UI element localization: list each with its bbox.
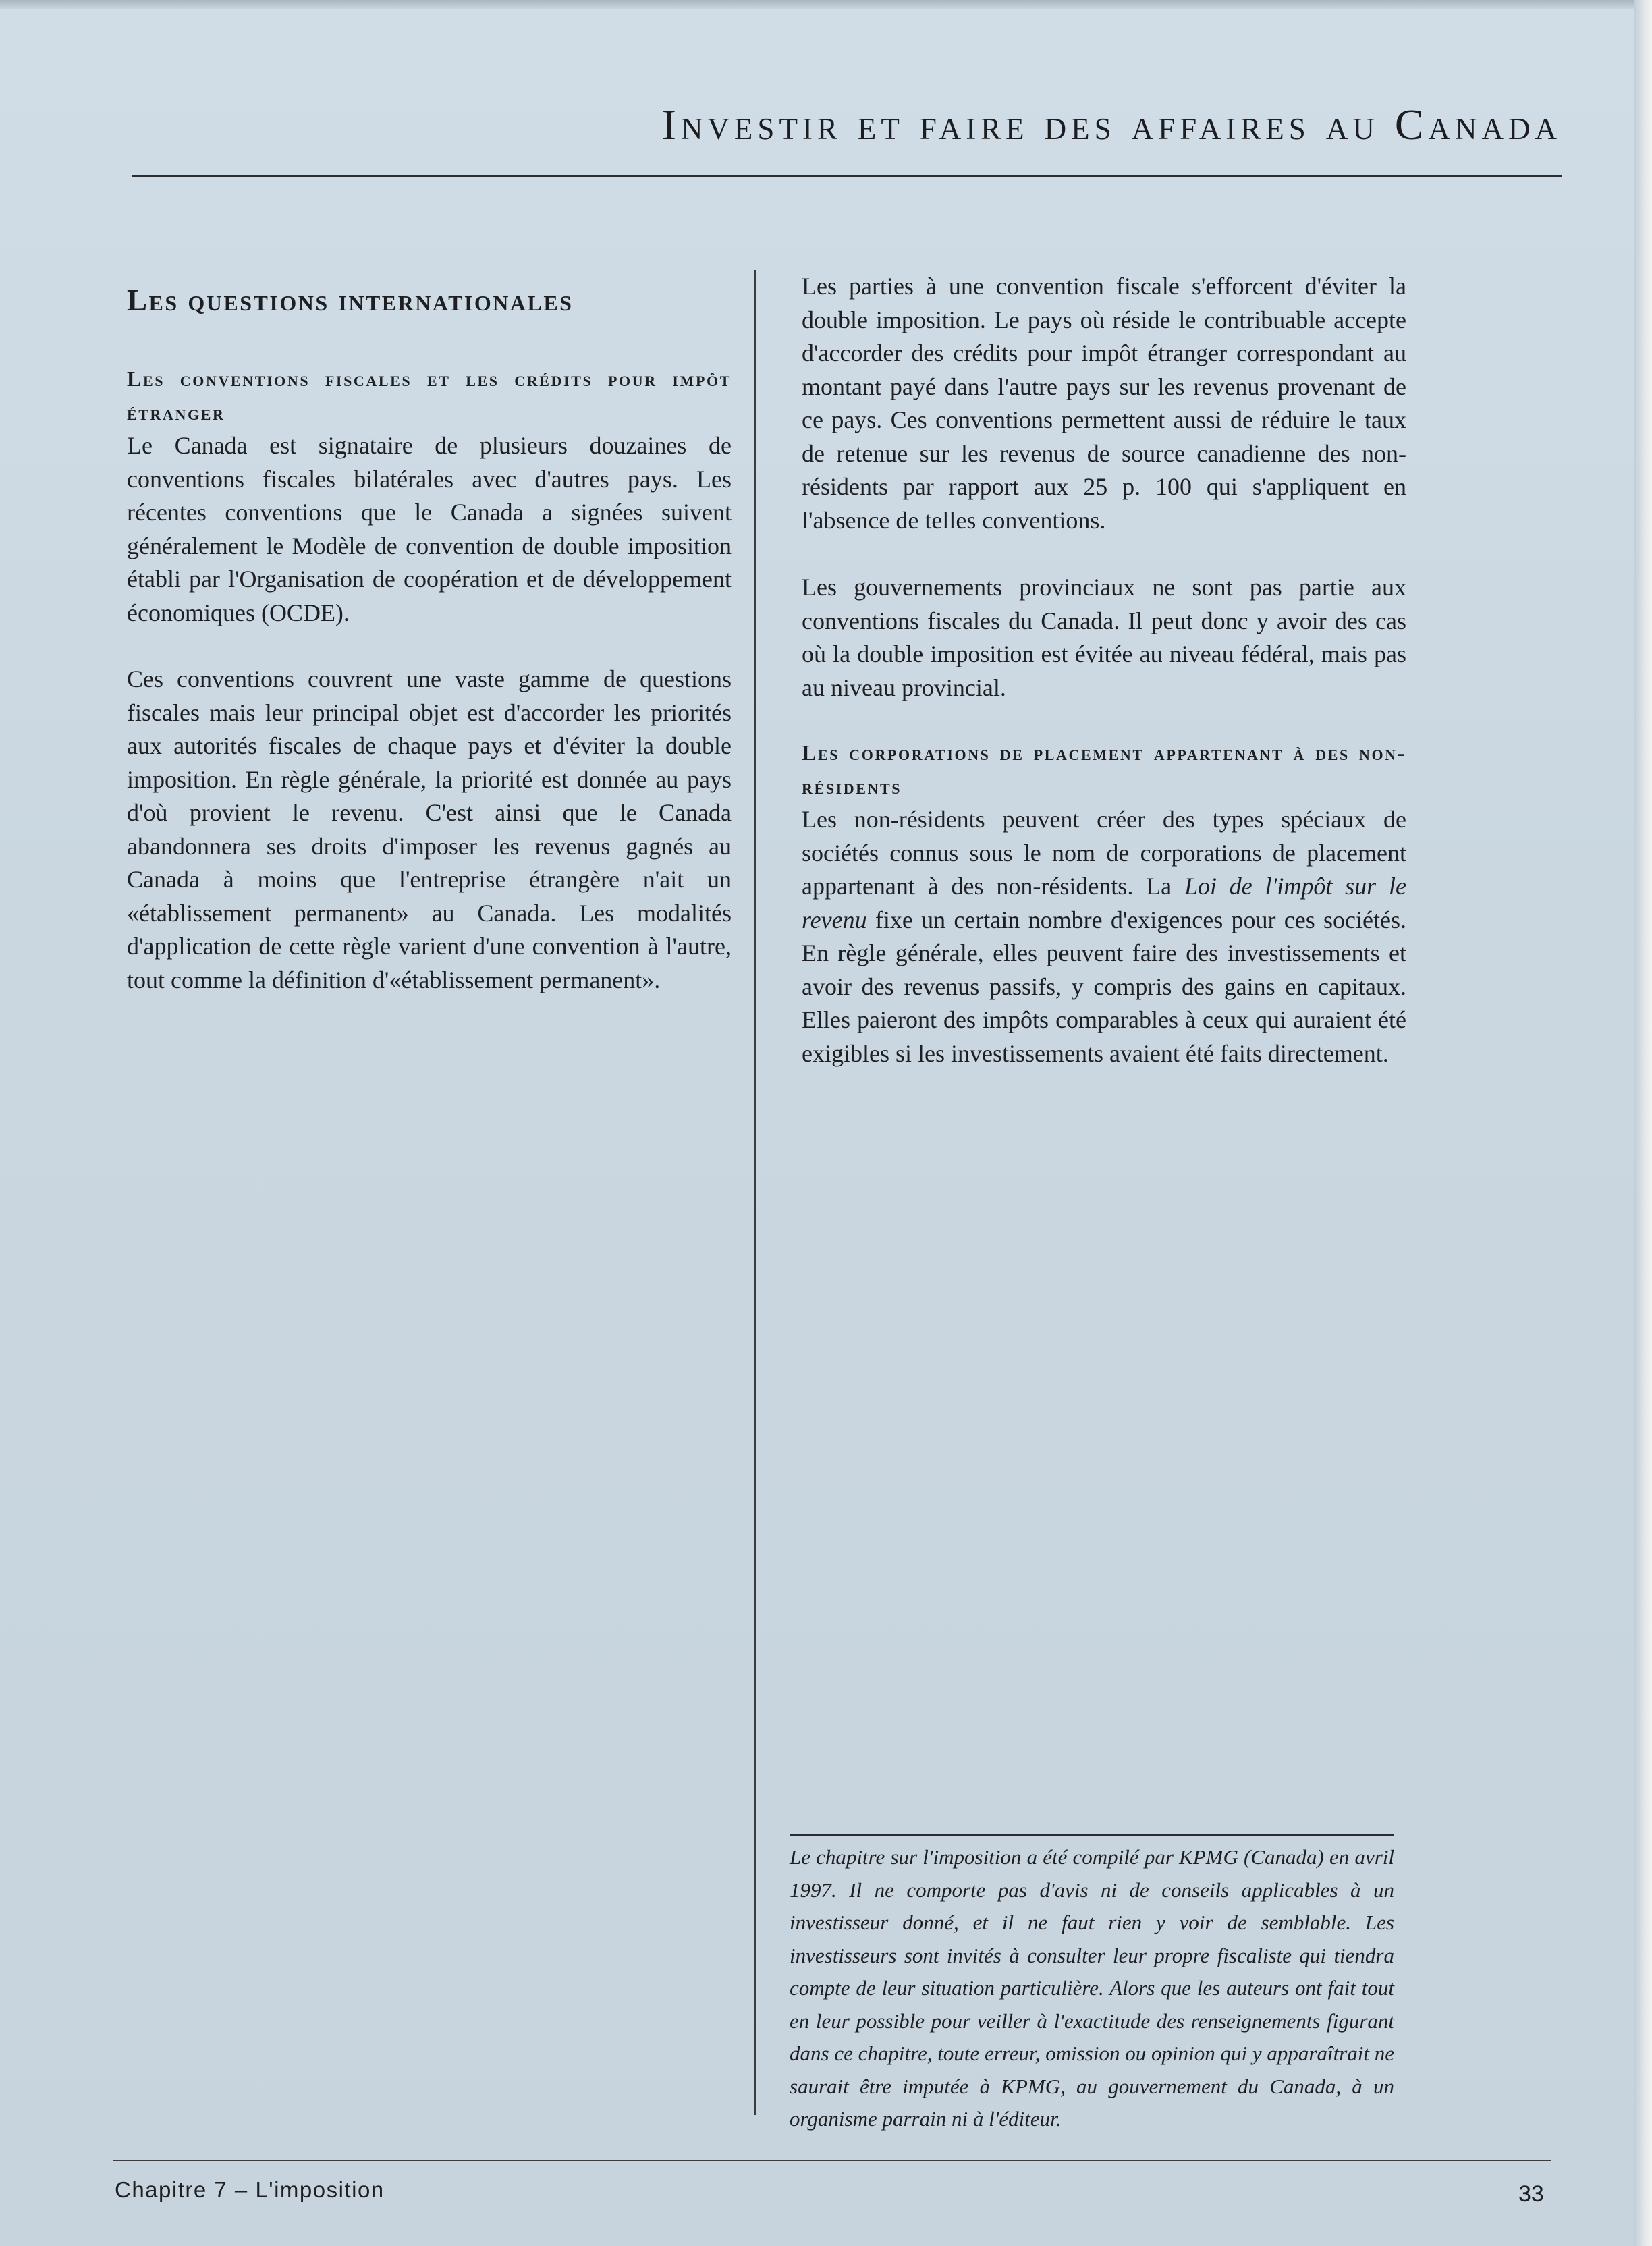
section-title: Les questions internationales xyxy=(127,283,574,317)
paragraph-nr-corporations-start: Les non-résidents peuvent créer des types spéciaux de sociétés connus sous le nom de corporations de placement appartenant à des non-résidents. La xyxy=(802,806,1406,900)
income-tax-act-title: Loi de l'impôt sur le revenu xyxy=(802,873,1406,933)
footer-rule xyxy=(113,2160,1551,2161)
paragraph-double-taxation: Les parties à une convention fiscale s'efforcent d'éviter la double imposition. Le pays où réside le contribuable accepte d'accorder des crédits pour impôt étranger correspondant au montant payé dans l'autre pays sur les revenus provenant de ce pays. Ces conventions permettent aussi de réduire le taux de retenue sur les revenus de source canadienne des non-résidents par rapport aux 25 p. 100 qui s'appliquent en l'absence de telles conventions. xyxy=(802,273,1406,534)
paragraph-nr-corporations xyxy=(802,803,1406,1070)
paragraph-nr-corporations-end: fixe un certain nombre d'exigences pour ces sociétés. En règle générale, elles peuvent faire des investissements et avoir des revenus passifs, y compris des gains en capitaux. Elles paieront des impôts comparables à ceux qui auraient été exigibles si les investissements avaient été faits directement. xyxy=(802,906,1406,1067)
page-edge xyxy=(1634,0,1652,2246)
right-column xyxy=(802,270,1406,1070)
paragraph-treaties-scope: Ces conventions couvrent une vaste gamme de questions fiscales mais leur principal objet est d'accorder les priorités aux autorités fiscales de chaque pays et d'éviter la double imposition. En règle générale, la priorité est donnée au pays d'où provient le revenu. C'est ainsi que le Canada abandonnera ses droits d'imposer les revenus gagnés au Canada à moins que l'entreprise étrangère n'ait un «établissement permanent» au Canada. Les modalités d'application de cette règle varient d'une convention à l'autre, tout comme la définition d'«établissement permanent». xyxy=(127,665,732,993)
disclaimer-rule xyxy=(790,1834,1394,1836)
left-column xyxy=(127,270,732,997)
subsection-title-tax-treaties: Les conventions fiscales et les crédits pour impôt étranger xyxy=(127,366,732,424)
page-top-band xyxy=(0,0,1652,9)
subsection-title-nr-corporations: Les corporations de placement appartenant à des non-résidents xyxy=(802,740,1406,798)
column-divider xyxy=(754,270,756,2115)
header-rule xyxy=(132,175,1562,177)
page-number: 33 xyxy=(1518,2181,1544,2207)
footer-chapter: Chapitre 7 – L'imposition xyxy=(115,2177,385,2202)
running-header: Investir et faire des affaires au Canada xyxy=(661,101,1562,148)
paragraph-treaties-intro: Le Canada est signataire de plusieurs douzaines de conventions fiscales bilatérales avec d'autres pays. Les récentes conventions que le Canada a signées suivent généralement le Modèle de convention de double imposition établi par l'Organisation de coopération et de développement économiques (OCDE). xyxy=(127,432,732,626)
disclaimer-note: Le chapitre sur l'imposition a été compilé par KPMG (Canada) en avril 1997. Il ne comporte pas d'avis ni de conseils applicables à un investisseur donné, et il ne faut rien y voir de semblable. Les investisseurs sont invités à consulter leur propre fiscaliste qui tiendra compte de leur situation particulière. Alors que les auteurs ont fait tout en leur possible pour veiller à l'exactitude des renseignements figurant dans ce chapitre, toute erreur, omission ou opinion qui y apparaîtrait ne saurait être imputée à KPMG, au gouvernement du Canada, à un organisme parrain ni à l'éditeur. xyxy=(790,1845,1394,2131)
paragraph-provincial: Les gouvernements provinciaux ne sont pas partie aux conventions fiscales du Canada. Il peut donc y avoir des cas où la double imposition est évitée au niveau fédéral, mais pas au niveau provincial. xyxy=(802,574,1406,701)
